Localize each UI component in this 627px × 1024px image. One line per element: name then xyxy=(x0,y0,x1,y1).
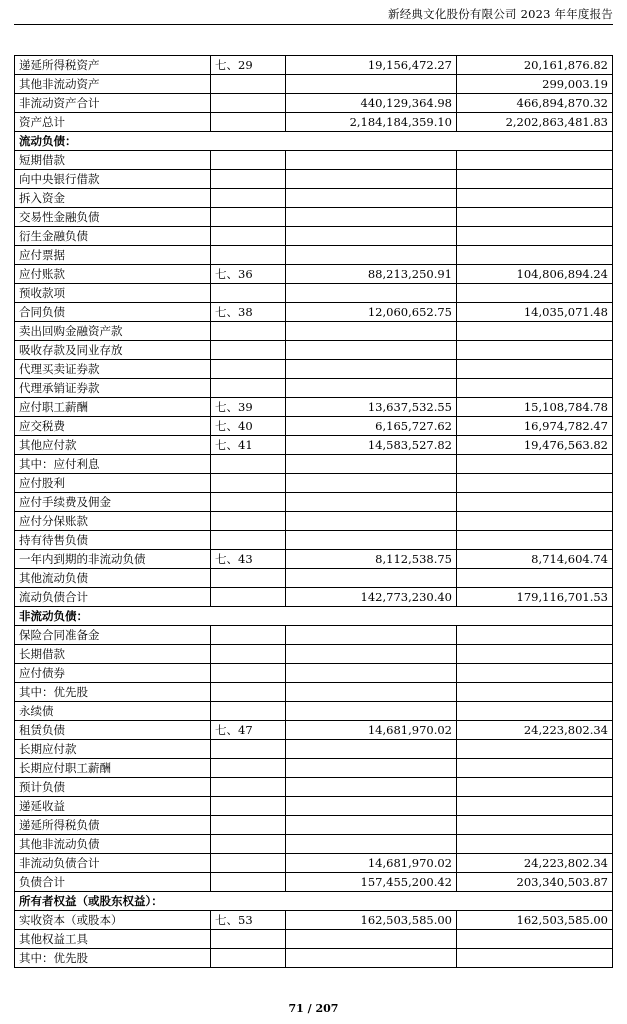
note-ref xyxy=(211,854,286,873)
period-end-value xyxy=(286,208,457,227)
period-end-value xyxy=(286,778,457,797)
period-end-value xyxy=(286,455,457,474)
note-ref xyxy=(211,493,286,512)
table-row xyxy=(15,493,613,512)
table-row xyxy=(15,227,613,246)
period-begin-value xyxy=(457,835,613,854)
balance-sheet-body xyxy=(15,56,613,968)
period-end-value xyxy=(286,284,457,303)
item-label: 应付债券 xyxy=(15,664,211,683)
period-begin-value xyxy=(457,740,613,759)
table-row xyxy=(15,854,613,873)
note-ref xyxy=(211,341,286,360)
table-row xyxy=(15,208,613,227)
table-row xyxy=(15,607,613,626)
period-end-value xyxy=(286,246,457,265)
table-row xyxy=(15,569,613,588)
item-label: 递延收益 xyxy=(15,797,211,816)
period-begin-value xyxy=(457,949,613,968)
item-label: 应付股利 xyxy=(15,474,211,493)
table-row xyxy=(15,949,613,968)
period-begin-value xyxy=(457,664,613,683)
note-ref xyxy=(211,626,286,645)
item-label: 持有待售负债 xyxy=(15,531,211,550)
period-end-value xyxy=(286,531,457,550)
period-end-value: 12,060,652.75 xyxy=(286,303,457,322)
note-ref: 七、29 xyxy=(211,56,286,75)
note-ref xyxy=(211,569,286,588)
item-label: 递延所得税资产 xyxy=(15,56,211,75)
table-row xyxy=(15,75,613,94)
period-begin-value xyxy=(457,626,613,645)
note-ref: 七、36 xyxy=(211,265,286,284)
period-end-value xyxy=(286,683,457,702)
period-end-value: 14,583,527.82 xyxy=(286,436,457,455)
note-ref xyxy=(211,645,286,664)
note-ref xyxy=(211,379,286,398)
period-begin-value xyxy=(457,683,613,702)
note-ref xyxy=(211,227,286,246)
period-end-value: 13,637,532.55 xyxy=(286,398,457,417)
period-end-value xyxy=(286,930,457,949)
item-label: 其中：优先股 xyxy=(15,949,211,968)
period-begin-value: 203,340,503.87 xyxy=(457,873,613,892)
table-row xyxy=(15,835,613,854)
period-end-value xyxy=(286,322,457,341)
item-label: 交易性金融负债 xyxy=(15,208,211,227)
period-end-value: 440,129,364.98 xyxy=(286,94,457,113)
period-begin-value xyxy=(457,455,613,474)
table-row xyxy=(15,512,613,531)
item-label: 应交税费 xyxy=(15,417,211,436)
table-row xyxy=(15,664,613,683)
table-row xyxy=(15,626,613,645)
table-row xyxy=(15,778,613,797)
period-end-value xyxy=(286,740,457,759)
period-begin-value xyxy=(457,208,613,227)
section-heading: 非流动负债： xyxy=(15,607,613,626)
table-row xyxy=(15,341,613,360)
table-row xyxy=(15,930,613,949)
period-begin-value xyxy=(457,797,613,816)
period-end-value xyxy=(286,360,457,379)
note-ref xyxy=(211,930,286,949)
period-end-value: 88,213,250.91 xyxy=(286,265,457,284)
item-label: 代理买卖证券款 xyxy=(15,360,211,379)
period-end-value xyxy=(286,949,457,968)
item-label: 其他非流动资产 xyxy=(15,75,211,94)
period-end-value xyxy=(286,702,457,721)
note-ref: 七、43 xyxy=(211,550,286,569)
item-label: 非流动资产合计 xyxy=(15,94,211,113)
period-begin-value xyxy=(457,512,613,531)
note-ref xyxy=(211,189,286,208)
period-end-value xyxy=(286,151,457,170)
period-end-value xyxy=(286,75,457,94)
item-label: 其他权益工具 xyxy=(15,930,211,949)
period-begin-value: 19,476,563.82 xyxy=(457,436,613,455)
period-end-value xyxy=(286,569,457,588)
note-ref: 七、47 xyxy=(211,721,286,740)
item-label: 实收资本（或股本） xyxy=(15,911,211,930)
section-heading: 所有者权益（或股东权益）： xyxy=(15,892,613,911)
period-begin-value xyxy=(457,379,613,398)
period-end-value xyxy=(286,664,457,683)
item-label: 非流动负债合计 xyxy=(15,854,211,873)
table-row xyxy=(15,588,613,607)
note-ref xyxy=(211,778,286,797)
period-begin-value xyxy=(457,170,613,189)
item-label: 衍生金融负债 xyxy=(15,227,211,246)
period-begin-value xyxy=(457,778,613,797)
item-label: 预收款项 xyxy=(15,284,211,303)
period-begin-value: 179,116,701.53 xyxy=(457,588,613,607)
note-ref xyxy=(211,94,286,113)
balance-sheet-table xyxy=(14,55,613,968)
period-begin-value xyxy=(457,569,613,588)
period-begin-value xyxy=(457,930,613,949)
period-end-value xyxy=(286,474,457,493)
table-row xyxy=(15,94,613,113)
period-begin-value xyxy=(457,702,613,721)
note-ref: 七、53 xyxy=(211,911,286,930)
table-row xyxy=(15,683,613,702)
item-label: 应付账款 xyxy=(15,265,211,284)
item-label: 应付手续费及佣金 xyxy=(15,493,211,512)
table-row xyxy=(15,797,613,816)
table-row xyxy=(15,816,613,835)
table-row xyxy=(15,189,613,208)
table-row xyxy=(15,56,613,75)
period-begin-value xyxy=(457,493,613,512)
period-end-value xyxy=(286,379,457,398)
period-end-value: 157,455,200.42 xyxy=(286,873,457,892)
table-row xyxy=(15,284,613,303)
table-row xyxy=(15,740,613,759)
item-label: 资产总计 xyxy=(15,113,211,132)
table-row xyxy=(15,417,613,436)
period-end-value xyxy=(286,626,457,645)
period-begin-value xyxy=(457,189,613,208)
period-begin-value: 14,035,071.48 xyxy=(457,303,613,322)
note-ref xyxy=(211,873,286,892)
note-ref xyxy=(211,512,286,531)
note-ref xyxy=(211,702,286,721)
note-ref xyxy=(211,797,286,816)
period-begin-value xyxy=(457,360,613,379)
table-row xyxy=(15,911,613,930)
item-label: 代理承销证券款 xyxy=(15,379,211,398)
period-end-value xyxy=(286,797,457,816)
note-ref xyxy=(211,151,286,170)
period-begin-value xyxy=(457,645,613,664)
table-row xyxy=(15,474,613,493)
table-row xyxy=(15,113,613,132)
item-label: 其他非流动负债 xyxy=(15,835,211,854)
period-begin-value: 20,161,876.82 xyxy=(457,56,613,75)
period-end-value xyxy=(286,512,457,531)
period-begin-value: 8,714,604.74 xyxy=(457,550,613,569)
note-ref xyxy=(211,949,286,968)
table-row xyxy=(15,873,613,892)
item-label: 长期应付职工薪酬 xyxy=(15,759,211,778)
table-row xyxy=(15,322,613,341)
period-end-value: 142,773,230.40 xyxy=(286,588,457,607)
item-label: 永续债 xyxy=(15,702,211,721)
note-ref xyxy=(211,740,286,759)
table-row xyxy=(15,265,613,284)
item-label: 保险合同准备金 xyxy=(15,626,211,645)
table-row xyxy=(15,759,613,778)
note-ref xyxy=(211,75,286,94)
note-ref xyxy=(211,531,286,550)
note-ref xyxy=(211,588,286,607)
table-row xyxy=(15,645,613,664)
item-label: 应付分保账款 xyxy=(15,512,211,531)
table-row xyxy=(15,303,613,322)
header-rule xyxy=(14,24,613,25)
item-label: 其中：应付利息 xyxy=(15,455,211,474)
period-end-value xyxy=(286,341,457,360)
table-row xyxy=(15,550,613,569)
period-end-value: 14,681,970.02 xyxy=(286,854,457,873)
note-ref xyxy=(211,816,286,835)
period-begin-value: 299,003.19 xyxy=(457,75,613,94)
item-label: 合同负债 xyxy=(15,303,211,322)
period-begin-value: 24,223,802.34 xyxy=(457,721,613,740)
page-number: 71 / 207 xyxy=(288,1002,339,1015)
table-row xyxy=(15,132,613,151)
note-ref xyxy=(211,835,286,854)
period-begin-value xyxy=(457,227,613,246)
item-label: 负债合计 xyxy=(15,873,211,892)
table-row xyxy=(15,702,613,721)
note-ref xyxy=(211,284,286,303)
note-ref xyxy=(211,246,286,265)
table-row xyxy=(15,151,613,170)
note-ref: 七、39 xyxy=(211,398,286,417)
period-begin-value xyxy=(457,341,613,360)
table-row xyxy=(15,170,613,189)
period-end-value xyxy=(286,835,457,854)
table-row xyxy=(15,436,613,455)
period-end-value xyxy=(286,759,457,778)
note-ref xyxy=(211,208,286,227)
item-label: 卖出回购金融资产款 xyxy=(15,322,211,341)
period-end-value: 8,112,538.75 xyxy=(286,550,457,569)
note-ref: 七、41 xyxy=(211,436,286,455)
item-label: 应付票据 xyxy=(15,246,211,265)
period-end-value xyxy=(286,189,457,208)
period-end-value: 2,184,184,359.10 xyxy=(286,113,457,132)
note-ref: 七、38 xyxy=(211,303,286,322)
period-end-value xyxy=(286,645,457,664)
period-begin-value: 15,108,784.78 xyxy=(457,398,613,417)
item-label: 一年内到期的非流动负债 xyxy=(15,550,211,569)
period-end-value xyxy=(286,493,457,512)
period-end-value: 14,681,970.02 xyxy=(286,721,457,740)
period-end-value: 6,165,727.62 xyxy=(286,417,457,436)
note-ref xyxy=(211,322,286,341)
note-ref xyxy=(211,664,286,683)
table-row xyxy=(15,360,613,379)
period-begin-value: 466,894,870.32 xyxy=(457,94,613,113)
section-heading: 流动负债： xyxy=(15,132,613,151)
period-begin-value xyxy=(457,531,613,550)
item-label: 递延所得税负债 xyxy=(15,816,211,835)
page-header: 新经典文化股份有限公司 2023 年年度报告 xyxy=(388,7,613,21)
table-row xyxy=(15,379,613,398)
period-begin-value: 104,806,894.24 xyxy=(457,265,613,284)
note-ref xyxy=(211,170,286,189)
item-label: 预计负债 xyxy=(15,778,211,797)
item-label: 其中：优先股 xyxy=(15,683,211,702)
item-label: 拆入资金 xyxy=(15,189,211,208)
table-row xyxy=(15,398,613,417)
period-end-value xyxy=(286,816,457,835)
note-ref: 七、40 xyxy=(211,417,286,436)
period-end-value xyxy=(286,227,457,246)
period-begin-value xyxy=(457,759,613,778)
item-label: 流动负债合计 xyxy=(15,588,211,607)
item-label: 租赁负债 xyxy=(15,721,211,740)
table-row xyxy=(15,246,613,265)
period-end-value: 162,503,585.00 xyxy=(286,911,457,930)
item-label: 长期借款 xyxy=(15,645,211,664)
period-begin-value: 162,503,585.00 xyxy=(457,911,613,930)
note-ref xyxy=(211,360,286,379)
period-begin-value: 2,202,863,481.83 xyxy=(457,113,613,132)
item-label: 应付职工薪酬 xyxy=(15,398,211,417)
table-row xyxy=(15,892,613,911)
period-begin-value xyxy=(457,246,613,265)
period-begin-value xyxy=(457,151,613,170)
note-ref xyxy=(211,113,286,132)
period-end-value xyxy=(286,170,457,189)
table-row xyxy=(15,721,613,740)
period-begin-value xyxy=(457,284,613,303)
note-ref xyxy=(211,455,286,474)
note-ref xyxy=(211,683,286,702)
item-label: 其他应付款 xyxy=(15,436,211,455)
item-label: 向中央银行借款 xyxy=(15,170,211,189)
item-label: 长期应付款 xyxy=(15,740,211,759)
note-ref xyxy=(211,474,286,493)
period-begin-value: 16,974,782.47 xyxy=(457,417,613,436)
period-begin-value xyxy=(457,474,613,493)
note-ref xyxy=(211,759,286,778)
item-label: 吸收存款及同业存放 xyxy=(15,341,211,360)
item-label: 其他流动负债 xyxy=(15,569,211,588)
table-row xyxy=(15,455,613,474)
period-begin-value xyxy=(457,816,613,835)
period-begin-value: 24,223,802.34 xyxy=(457,854,613,873)
table-row xyxy=(15,531,613,550)
item-label: 短期借款 xyxy=(15,151,211,170)
period-begin-value xyxy=(457,322,613,341)
period-end-value: 19,156,472.27 xyxy=(286,56,457,75)
